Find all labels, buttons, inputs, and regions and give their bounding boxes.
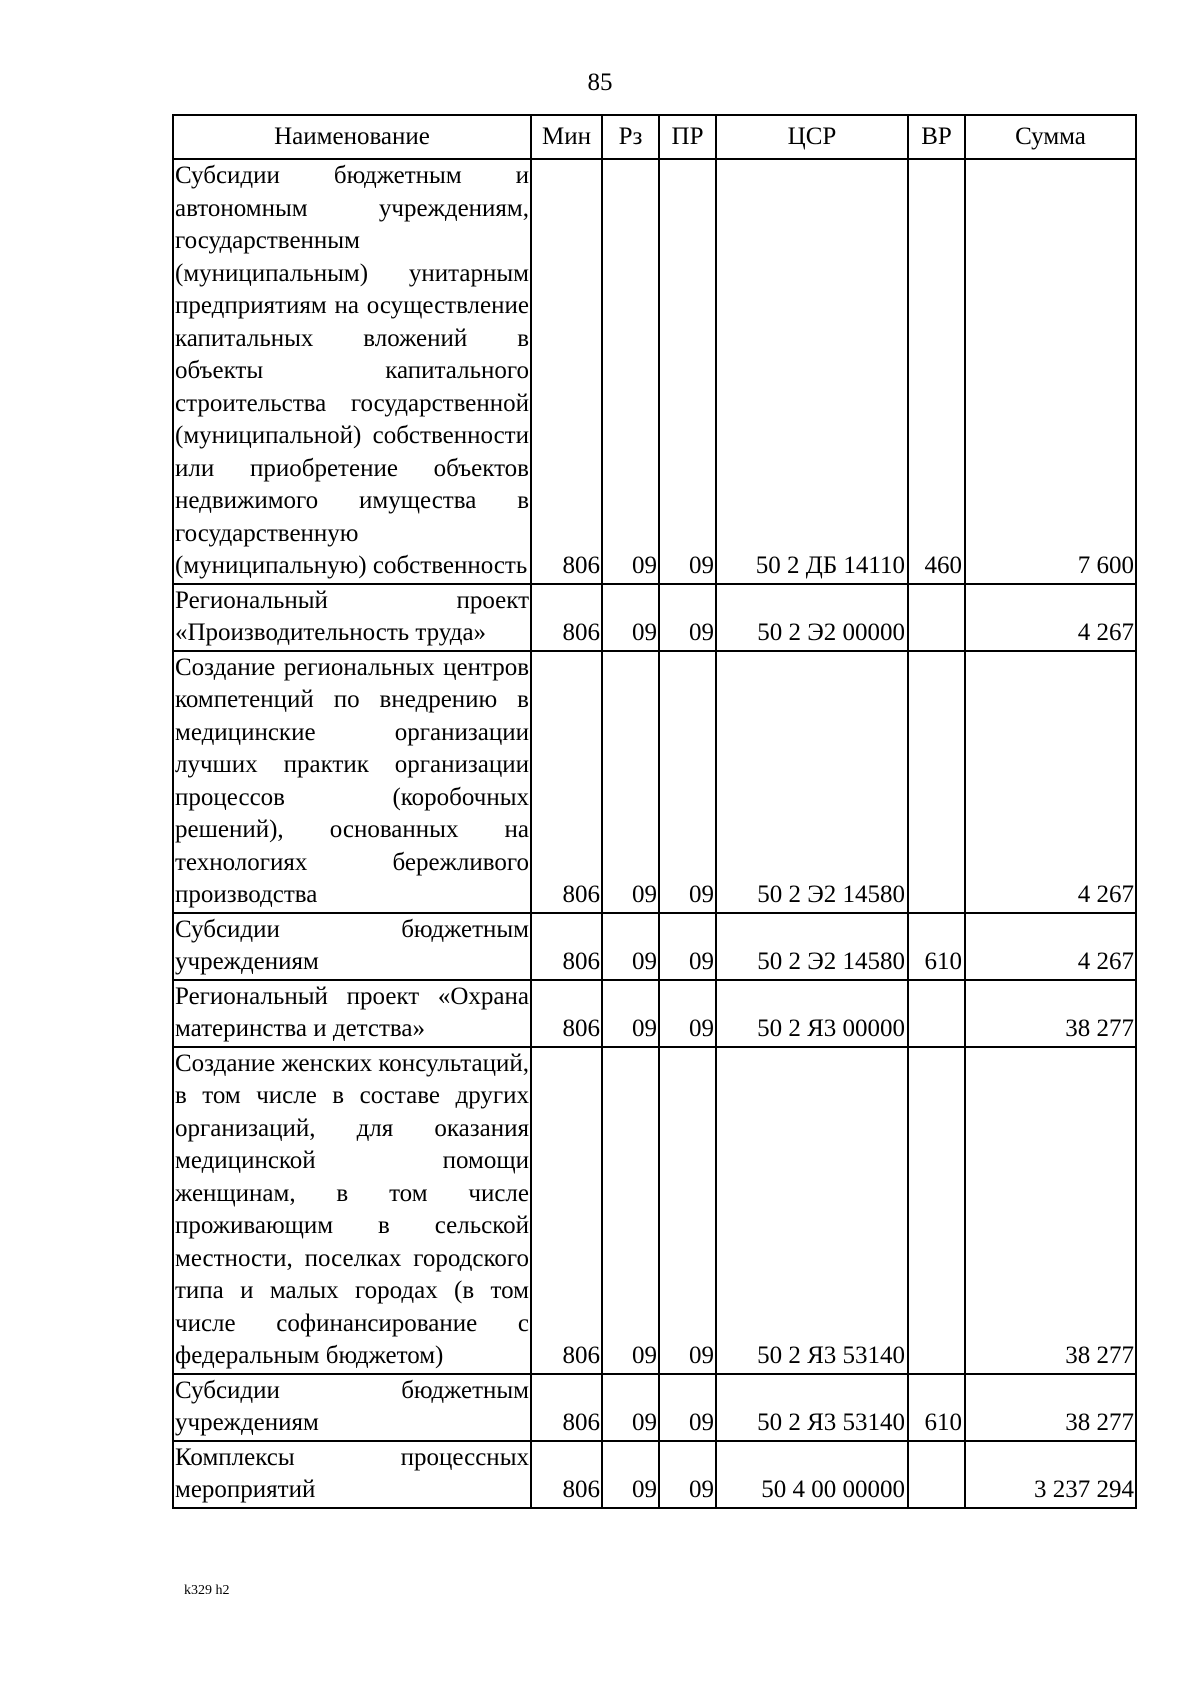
row-rz: 09 bbox=[602, 584, 659, 651]
table-row bbox=[173, 584, 1136, 651]
row-vr bbox=[908, 980, 965, 1047]
row-csr: 50 2 Я3 53140 bbox=[716, 1047, 908, 1374]
table-row bbox=[173, 980, 1136, 1047]
row-vr bbox=[908, 584, 965, 651]
table-row bbox=[173, 1047, 1136, 1374]
row-min: 806 bbox=[531, 1374, 602, 1441]
header-rz: Рз bbox=[602, 115, 659, 159]
row-rz: 09 bbox=[602, 1441, 659, 1508]
row-name: Региональный проект «Охрана материнства и детства» bbox=[173, 980, 531, 1047]
row-csr: 50 2 Э2 00000 bbox=[716, 584, 908, 651]
header-sum: Сумма bbox=[965, 115, 1136, 159]
row-min: 806 bbox=[531, 913, 602, 980]
table-header-row bbox=[173, 115, 1136, 159]
footer-code: k329 h2 bbox=[184, 1583, 230, 1598]
row-min: 806 bbox=[531, 651, 602, 913]
row-sum: 4 267 bbox=[965, 651, 1136, 913]
row-rz: 09 bbox=[602, 1374, 659, 1441]
row-csr: 50 2 Я3 00000 bbox=[716, 980, 908, 1047]
page-number: 85 bbox=[587, 69, 613, 96]
table-row bbox=[173, 1441, 1136, 1508]
row-sum: 3 237 294 bbox=[965, 1441, 1136, 1508]
header-csr: ЦСР bbox=[716, 115, 908, 159]
table-row bbox=[173, 651, 1136, 913]
row-rz: 09 bbox=[602, 1047, 659, 1374]
budget-table bbox=[172, 114, 1137, 1509]
row-min: 806 bbox=[531, 1047, 602, 1374]
row-rz: 09 bbox=[602, 980, 659, 1047]
row-pr: 09 bbox=[659, 651, 716, 913]
row-csr: 50 2 Э2 14580 bbox=[716, 913, 908, 980]
row-name: Субсидии бюджетным учреждениям bbox=[173, 913, 531, 980]
row-pr: 09 bbox=[659, 1374, 716, 1441]
row-sum: 38 277 bbox=[965, 1374, 1136, 1441]
row-vr: 460 bbox=[908, 159, 965, 584]
row-pr: 09 bbox=[659, 1441, 716, 1508]
row-rz: 09 bbox=[602, 651, 659, 913]
row-min: 806 bbox=[531, 1441, 602, 1508]
row-csr: 50 2 Э2 14580 bbox=[716, 651, 908, 913]
row-sum: 7 600 bbox=[965, 159, 1136, 584]
header-vr: ВР bbox=[908, 115, 965, 159]
row-csr: 50 2 ДБ 14110 bbox=[716, 159, 908, 584]
row-vr bbox=[908, 651, 965, 913]
table-row bbox=[173, 1374, 1136, 1441]
row-rz: 09 bbox=[602, 913, 659, 980]
header-pr: ПР bbox=[659, 115, 716, 159]
table-row bbox=[173, 159, 1136, 584]
header-name: Наименование bbox=[173, 115, 531, 159]
table-row bbox=[173, 913, 1136, 980]
row-name: Комплексы процессных мероприятий bbox=[173, 1441, 531, 1508]
row-min: 806 bbox=[531, 584, 602, 651]
row-pr: 09 bbox=[659, 980, 716, 1047]
row-sum: 38 277 bbox=[965, 1047, 1136, 1374]
row-sum: 4 267 bbox=[965, 584, 1136, 651]
row-vr bbox=[908, 1047, 965, 1374]
row-vr: 610 bbox=[908, 1374, 965, 1441]
row-pr: 09 bbox=[659, 1047, 716, 1374]
row-vr: 610 bbox=[908, 913, 965, 980]
row-name: Субсидии бюджетным учреждениям bbox=[173, 1374, 531, 1441]
row-csr: 50 4 00 00000 bbox=[716, 1441, 908, 1508]
row-pr: 09 bbox=[659, 159, 716, 584]
row-name: Субсидии бюджетным и автономным учреждениям, государственным (муниципальным) унитарным предприятиям на осуществление капитальных вложений в объекты капитального строительства государственной (муниципальной) собственности или приобретение объектов недвижимого имущества в государственную (муниципальную) собственность bbox=[173, 159, 531, 584]
row-min: 806 bbox=[531, 159, 602, 584]
row-name: Региональный проект «Производительность труда» bbox=[173, 584, 531, 651]
header-min: Мин bbox=[531, 115, 602, 159]
row-csr: 50 2 Я3 53140 bbox=[716, 1374, 908, 1441]
row-name: Создание региональных центров компетенций по внедрению в медицинские организации лучших практик организации процессов (коробочных решений), основанных на технологиях бережливого производства bbox=[173, 651, 531, 913]
row-sum: 4 267 bbox=[965, 913, 1136, 980]
row-pr: 09 bbox=[659, 913, 716, 980]
row-pr: 09 bbox=[659, 584, 716, 651]
row-sum: 38 277 bbox=[965, 980, 1136, 1047]
row-rz: 09 bbox=[602, 159, 659, 584]
row-min: 806 bbox=[531, 980, 602, 1047]
row-vr bbox=[908, 1441, 965, 1508]
row-name: Создание женских консультаций, в том числе в составе других организаций, для оказания медицинской помощи женщинам, в том числе проживающим в сельской местности, поселках городского типа и малых городах (в том числе софинансирование с федеральным бюджетом) bbox=[173, 1047, 531, 1374]
